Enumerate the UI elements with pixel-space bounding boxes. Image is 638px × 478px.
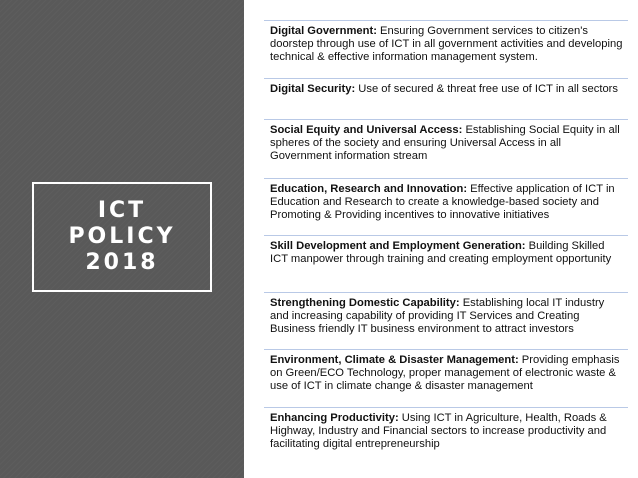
item-text: Use of secured & threat free use of ICT in all sectors [355,83,618,95]
item-heading: Strengthening Domestic Capability: [270,297,460,309]
item-heading: Environment, Climate & Disaster Management: [270,354,519,366]
left-panel [0,0,244,478]
item-text: Effective application of ICT in Education and Research to create a knowledge-based society and Promoting & Providing incentives to innovative initiatives [270,183,615,222]
item-text: Using ICT in Agriculture, Health, Roads & Highway, Industry and Financial sectors to increase productivity and facilitating digital entrepreneurship [270,412,607,451]
policy-item-domestic-capability [264,292,628,349]
policy-item-skill-development [264,235,628,292]
policy-item-productivity [264,407,628,457]
policy-item-education [264,178,628,235]
item-heading: Education, Research and Innovation: [270,183,468,195]
item-text: Establishing local IT industry and increasing capability of providing IT Services and Creating Business friendly IT business environment to attract investors [270,297,605,336]
policy-item-digital-security [264,78,628,119]
title-line-1: ICT [97,198,147,223]
title-line-2: POLICY [68,224,176,249]
item-heading: Social Equity and Universal Access: [270,124,463,136]
item-text: Providing emphasis on Green/ECO Technology, proper management of electronic waste & use of ICT in climate change & disaster management [270,354,620,393]
item-text: Building Skilled ICT manpower through training and creating employment opportunity [270,240,612,266]
item-text: Establishing Social Equity in all spheres of the society and ensuring Universal Access in all Government information stream [270,124,620,163]
item-text: Ensuring Government services to citizen's doorstep through use of ICT in all government activities and developing technical & effective information management system. [270,25,623,64]
title-box [32,182,212,292]
policy-item-digital-government [264,20,628,78]
item-heading: Digital Security: [270,83,356,95]
policy-list [264,20,628,457]
policy-item-social-equity [264,119,628,178]
title-line-3: 2018 [85,250,159,275]
item-heading: Skill Development and Employment Generation: [270,240,526,252]
policy-item-environment [264,349,628,407]
item-heading: Digital Government: [270,25,377,37]
item-heading: Enhancing Productivity: [270,412,399,424]
